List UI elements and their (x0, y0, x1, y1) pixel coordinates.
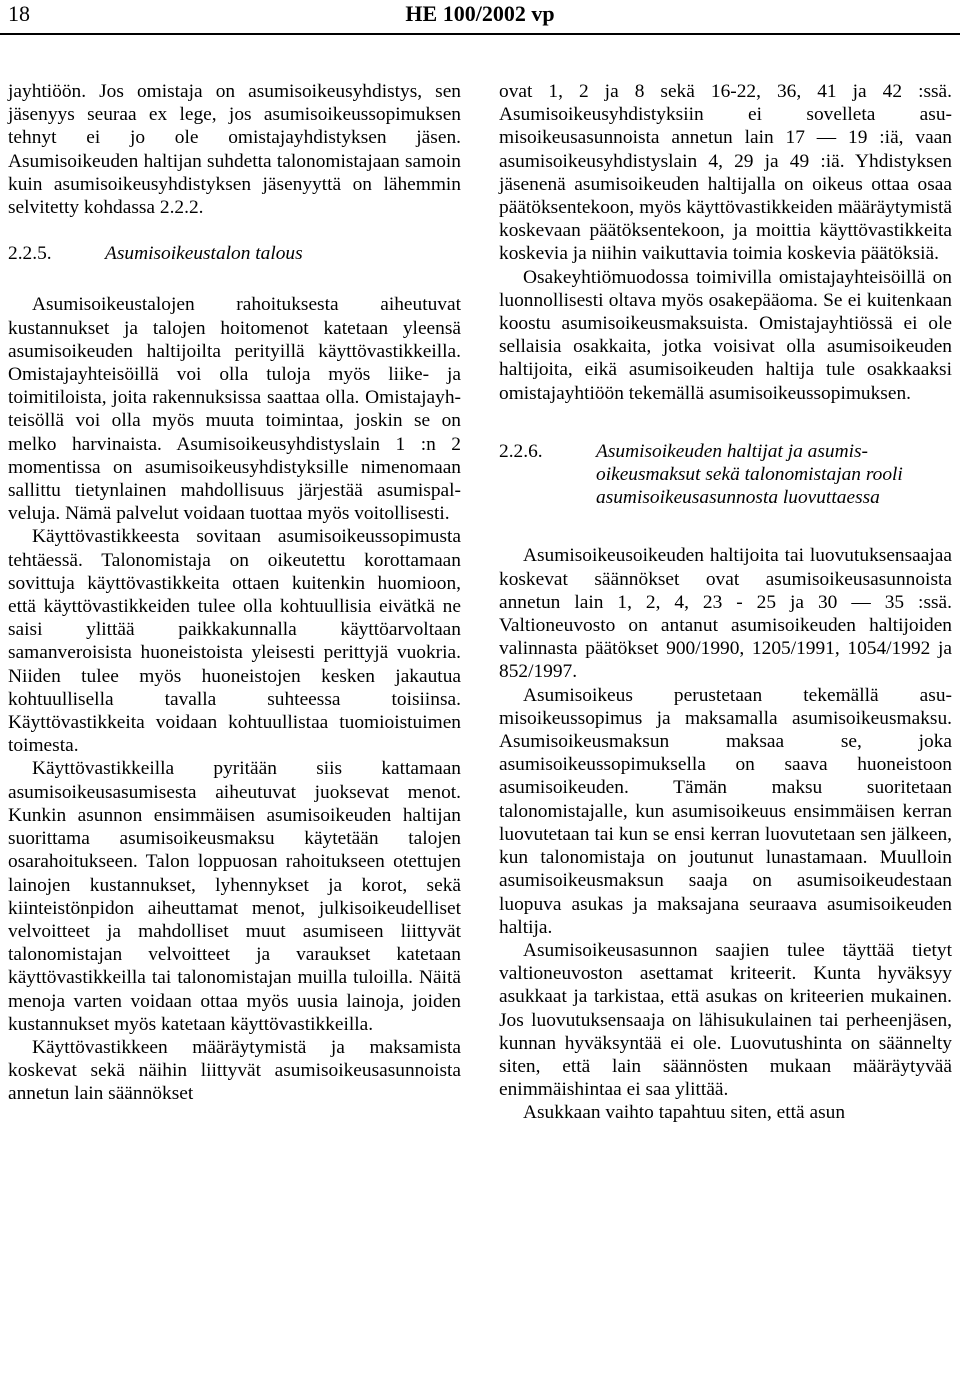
paragraph-continued: ovat 1, 2 ja 8 sekä 16-22, 36, 41 ja 42 :ssä. Asumisoikeusyhdistyksiin ei sovelleta asumisoikeusasunnoista annetun lain 17 — 19 :iä, vaan asumisoikeusyhdistyslain 4, 29 ja 49 :iä. Yhdistyksen jäsenenä asumisoikeuden haltijalla on oikeus ottaa osaa päätöksentekoon, myös käyttövastikkeiden määräytymistä koskevaan päätöksentekoon, ja moittia käyttövastikkeita koskevia ja niihin vaikuttavia toimia koskevia päätöksiä. (499, 81, 952, 265)
paragraph: Osakeyhtiömuodossa toimivilla omistajayhteisöillä on luonnollisesti oltava myös osakepääoma. Se ei kuitenkaan koostu asumisoikeusmaksuista. Omistajayhtiössä ei ole sellaisia osakkaita, jotka voisivat olla asumisoikeuden haltijoita, eikä asumisoikeuden haltija tule osakkaaksi omistajayhtiöön tekemällä asumisoikeussopimuksen. (499, 266, 952, 404)
paragraph: Asumisoikeustalojen rahoituksesta aiheutuvat kustannukset ja talojen hoitomenot katetaan yleensä asumisoikeuden haltijoilta perityillä käyttövastikkeilla. Omistajayhteisöillä voi olla tuloja myös liike- ja toimitiloista, joita rakennuksissa saattaa olla. Omistajayhteisöllä voi olla myös muuta toimintaa, joskin se on melko harvinaista. Asumisoikeusyhdistyslain 1 :n 2 momentissa on asumisoikeusyhdistyksille nimenomaan sallittu tietynlainen mahdollisuus järjestää asumispalveluja. Nämä palvelut voidaan tuottaa myös voitollisesti. (8, 294, 461, 525)
right-column (499, 80, 952, 1125)
paragraph: Käyttövastikkeilla pyritään siis kattamaan asumisoikeusasumisesta aiheutuvat juoksevat menot. Kunkin asunnon ensimmäisen asumisoikeuden haltijan suorittama asumisoikeusmaksu käytetään talojen osarahoitukseen. Talon loppuosan rahoitukseen otettujen lainojen kustannukset, lyhennykset ja korot, sekä kiinteistönpidon aiheuttamat menot, julkisoikeudelliset velvoitteet ja mahdolliset muut asumiseen liittyvät talonomistajan velvoitteet ja varaukset katetaan käyttövastikkeilla tai talonomistajan muilla tuloilla. Näitä menoja varten voidaan ottaa myös uusia lainoja, joiden kustannukset myös katetaan käyttövastikkeilla. (8, 758, 461, 1035)
paragraph: Käyttövastikkeen määräytymistä ja maksamista koskevat sekä näihin liittyvät asumisoikeusasunnoista annetun lain säännökset (8, 1036, 461, 1105)
paragraph: Asumisoikeusoikeuden haltijoita tai luovutuksensaajaa koskevat säännökset ovat asumisoikeusasunnoista annetun lain 1, 2, 4, 23 - 25 ja 30 — 35 :ssä. Valtioneuvosto on antanut asumisoikeuden haltijoiden valinnasta päätökset 900/1990, 1205/1991, 1054/1992 ja 852/1997. (499, 545, 952, 683)
header-rule (0, 33, 960, 35)
spacer (8, 265, 461, 293)
page-number: 18 (8, 1, 30, 26)
section-heading (499, 440, 952, 510)
section-heading (8, 242, 461, 265)
section-title: Asumisoikeuden haltijat ja asumisoikeusmaksut sekä talonomistajan rooli asumisoikeusasunnosta luovuttaessa (596, 440, 903, 509)
page-header (0, 0, 960, 36)
section-title: Asumisoikeustalon talous (105, 243, 303, 265)
section-number: 2.2.5. (8, 243, 52, 265)
paragraph: Käyttövastikkeesta sovitaan asumisoikeussopimusta tehtäessä. Talonomistaja on oikeutettu korottamaan sovittuja käyttövastikkeita ottaen kuitenkin huomioon, että käyttövastikkeiden tulee olla kohtuullisia eivätkä ne saisi ylittää paikkakunnalla käyttöarvoltaan samanveroisista huoneistoista yleisesti perittyjä vuokria. Niiden tulee myös huoneistojen kesken jakautua kohtuullisella tavalla suhteessa toisiinsa. Käyttövastikkeita voidaan kohtuullistaa tuomioistuimen toimesta. (8, 526, 461, 757)
left-column (8, 80, 461, 1106)
paragraph: Asumisoikeusasunnon saajien tulee täyttää tietyt valtioneuvoston asettamat kriteerit. Kunta hyväksyy asukkaat ja tarkistaa, että asukas on kriteerien mukainen. Jos luovutuksensaaja on lähisukulainen tai perheenjäsen, kunnan hyväksyntää ei ole. Luovutushinta on säännelty siten, että lain säännösten mukaan määräytyvää enimmäishintaa ei saa ylittää. (499, 939, 952, 1101)
spacer (499, 405, 952, 440)
paragraph: Asukkaan vaihto tapahtuu siten, että asun (523, 1102, 846, 1124)
paragraph: Asumisoikeus perustetaan tekemällä asumisoikeussopimus ja maksamalla asumisoikeusmaksu. Asumisoikeusmaksun maksaa se, joka asumisoikeussopimuksella on saava huoneistoon asumisoikeuden. Tämän maksu suoritetaan talonomistajalle, kun asumisoikeuus ensimmäisen kerran luovutetaan tai kun se ensi kerran luovutetaan sen jälkeen, kun talonomistaja on joutunut lunastamaan. Muulloin asumisoikeusmaksun saaja on asumisoikeudestaan luopuva asukas ja maksajana seuraava asumisoikeuden haltija. (499, 684, 952, 938)
document-reference: HE 100/2002 vp (405, 1, 555, 26)
section-number: 2.2.6. (499, 440, 543, 462)
spacer (499, 509, 952, 544)
spacer (8, 219, 461, 242)
paragraph-continued: jayhtiöön. Jos omistaja on asumisoikeusyhdistys, sen jäsenyys seuraa ex lege, jos asumisoikeussopimuksen tehnyt ei jo ole omistajayhdistyksen jäsen. Asumisoikeuden haltijan suhdetta talonomistajaan samoin kuin asumisoikeusyhdistyksen jäsenyyttä on lähemmin selvitetty kohdassa 2.2.2. (8, 81, 461, 219)
